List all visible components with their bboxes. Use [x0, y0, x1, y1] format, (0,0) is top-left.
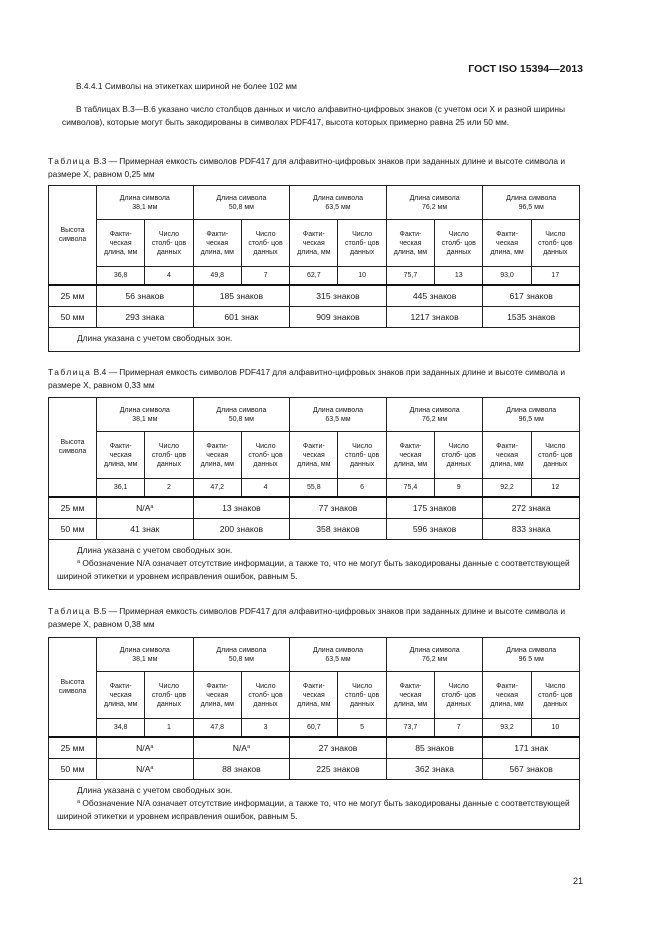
actual-length-value: 47,8 — [193, 719, 241, 738]
table-label: Таблица — [48, 156, 92, 166]
capacity-value: 200 знаков — [219, 523, 264, 534]
actual-length-header: Факти- ческая длина, мм — [193, 220, 241, 267]
length-header — [193, 398, 290, 432]
table-label: Таблица — [48, 606, 92, 616]
length-title: Длина символа — [216, 406, 267, 414]
length-value: 63,5 мм — [325, 415, 351, 423]
data-columns-header: Число столб- цов данных — [145, 432, 193, 479]
actual-length-value: 93,0 — [483, 267, 531, 286]
height-value: 25 мм — [49, 497, 97, 519]
table-note — [49, 328, 580, 352]
capacity-cell — [483, 759, 580, 780]
data-columns-header: Число столб- цов данных — [241, 672, 289, 719]
length-value: 63,5 мм — [325, 655, 351, 663]
table-row — [49, 307, 580, 328]
height-value: 50 мм — [49, 307, 97, 328]
length-title: Длина символа — [216, 194, 267, 202]
actual-length-header: Факти- ческая длина, мм — [483, 672, 531, 719]
capacity-value: 445 знаков — [412, 290, 457, 301]
footnote-text: Обозначение N/A означает отсутствие информации, а также то, что не могут быть закодированы данные с соответствующей шириной этикетки и уровнем исправления ошибок, равным 5. — [57, 558, 570, 581]
length-value: 50,8 мм — [228, 655, 254, 663]
table-row — [49, 759, 580, 780]
footnote-mark: a — [77, 559, 81, 565]
data-columns-value: 7 — [241, 267, 289, 286]
actual-length-value: 36,1 — [97, 479, 145, 498]
actual-length-header: Факти- ческая длина, мм — [483, 220, 531, 267]
length-header — [386, 638, 483, 672]
data-columns-header: Число столб- цов данных — [531, 672, 579, 719]
data-columns-value: 7 — [435, 719, 483, 738]
data-columns-header: Число столб- цов данных — [531, 432, 579, 479]
capacity-value: 175 знаков — [412, 502, 457, 513]
length-header — [386, 398, 483, 432]
data-columns-header: Число столб- цов данных — [145, 220, 193, 267]
capacity-value: 272 знака — [511, 502, 551, 513]
capacity-cell — [386, 519, 483, 540]
capacity-value: 88 знаков — [222, 763, 261, 774]
capacity-cell — [386, 285, 483, 307]
capacity-value: 171 знак — [514, 742, 549, 753]
data-columns-header: Число столб- цов данных — [435, 220, 483, 267]
height-value: 50 мм — [49, 519, 97, 540]
height-value: 50 мм — [49, 759, 97, 780]
length-title: Длина символа — [312, 406, 363, 414]
height-header: Высота символа — [49, 638, 97, 738]
data-columns-value: 1 — [145, 719, 193, 738]
actual-length-value: 75,7 — [386, 267, 434, 286]
capacity-value: 909 знаков — [316, 311, 360, 322]
length-title: Длина символа — [312, 646, 363, 654]
table-b4 — [48, 397, 580, 590]
length-title: Длина символа — [312, 194, 363, 202]
capacity-value: 596 знаков — [412, 523, 457, 534]
length-value: 96,5 мм — [518, 415, 544, 423]
actual-length-value: 34,8 — [97, 719, 145, 738]
data-columns-value: 4 — [241, 479, 289, 498]
capacity-value: 315 знаков — [316, 290, 360, 301]
length-value: 76,2 мм — [421, 655, 448, 663]
capacity-value: 13 знаков — [222, 502, 261, 513]
length-header — [290, 638, 387, 672]
data-columns-value: 2 — [145, 479, 193, 498]
capacity-cell — [386, 759, 483, 780]
capacity-value: 362 знака — [415, 763, 455, 774]
length-value: 38,1 мм — [132, 415, 158, 423]
capacity-value: 567 знаков — [509, 763, 553, 774]
capacity-value: 601 знак — [224, 311, 259, 322]
data-columns-header: Число столб- цов данных — [338, 220, 386, 267]
data-columns-header: Число столб- цов данных — [338, 672, 386, 719]
capacity-value: N/A — [136, 763, 151, 774]
height-value: 25 мм — [49, 737, 97, 759]
data-columns-value: 9 — [435, 479, 483, 498]
footnote-text: Обозначение N/A означает отсутствие информации, а также то, что не могут быть закодированы данные с соответствующей шириной этикетки и уровнем исправления ошибок, равным 5. — [57, 798, 570, 821]
capacity-cell — [290, 285, 387, 307]
length-header — [97, 398, 194, 432]
actual-length-header: Факти- ческая длина, мм — [290, 220, 338, 267]
note-text: Длина указана с учетом свободных зон. — [77, 333, 233, 343]
capacity-cell — [193, 285, 290, 307]
page-number: 21 — [572, 876, 583, 886]
capacity-value: 1217 знаков — [410, 311, 459, 322]
table-b4-caption — [48, 366, 586, 392]
note-text: Длина указана с учетом свободных зон. — [77, 545, 233, 555]
data-columns-header: Число столб- цов данных — [145, 672, 193, 719]
table-caption-text: В.4 — Примерная емкость символов PDF417 для алфавитно-цифровых знаков при заданных длине и высоте символа и размере X, равном 0,33 мм — [48, 367, 566, 390]
data-columns-header: Число столб- цов данных — [435, 432, 483, 479]
footnote-ref: a — [150, 743, 154, 750]
length-title: Длина символа — [506, 194, 557, 202]
data-columns-value: 10 — [338, 267, 386, 286]
actual-length-value: 60,7 — [290, 719, 338, 738]
capacity-cell — [193, 307, 290, 328]
note-text: Длина указана с учетом свободных зон. — [77, 785, 233, 795]
capacity-value: 358 знаков — [316, 523, 360, 534]
capacity-cell — [483, 285, 580, 307]
actual-length-header: Факти- ческая длина, мм — [97, 672, 145, 719]
actual-length-header: Факти- ческая длина, мм — [386, 672, 434, 719]
length-value: 96 5 мм — [518, 655, 544, 663]
capacity-cell — [97, 759, 194, 780]
length-title: Длина символа — [506, 646, 557, 654]
footnote — [57, 797, 571, 823]
length-title: Длина символа — [409, 194, 460, 202]
capacity-cell — [386, 307, 483, 328]
length-header — [290, 186, 387, 220]
actual-length-header: Факти- ческая длина, мм — [386, 432, 434, 479]
length-title: Длина символа — [409, 646, 460, 654]
capacity-value: 85 знаков — [415, 742, 454, 753]
capacity-value: 225 знаков — [316, 763, 360, 774]
footnote-ref: a — [247, 743, 251, 750]
capacity-value: 185 знаков — [219, 290, 264, 301]
capacity-cell — [193, 759, 290, 780]
actual-length-header: Факти- ческая длина, мм — [290, 432, 338, 479]
length-header — [193, 638, 290, 672]
table-b5-caption — [48, 605, 586, 631]
actual-length-value: 55,8 — [290, 479, 338, 498]
capacity-value: 293 знака — [125, 311, 165, 322]
actual-length-value: 75,4 — [386, 479, 434, 498]
length-value: 76,2 мм — [421, 203, 448, 211]
capacity-cell — [386, 497, 483, 519]
actual-length-value: 36,8 — [97, 267, 145, 286]
capacity-cell — [290, 519, 387, 540]
length-header — [483, 398, 580, 432]
length-header — [193, 186, 290, 220]
capacity-value: N/A — [136, 502, 151, 513]
capacity-value: 56 знаков — [125, 290, 165, 301]
actual-length-header: Факти- ческая длина, мм — [290, 672, 338, 719]
actual-length-header: Факти- ческая длина, мм — [97, 432, 145, 479]
footnote-ref: a — [150, 503, 154, 510]
actual-length-value: 92,2 — [483, 479, 531, 498]
length-header — [97, 638, 194, 672]
data-columns-value: 4 — [145, 267, 193, 286]
table-row — [49, 737, 580, 759]
length-title: Длина символа — [119, 194, 170, 202]
actual-length-value: 93,2 — [483, 719, 531, 738]
capacity-cell — [290, 497, 387, 519]
table-row — [49, 497, 580, 519]
data-columns-header: Число столб- цов данных — [241, 220, 289, 267]
capacity-cell — [483, 737, 580, 759]
table-row — [49, 519, 580, 540]
capacity-cell — [193, 737, 290, 759]
actual-length-value: 49,8 — [193, 267, 241, 286]
height-header: Высота символа — [49, 398, 97, 498]
actual-length-value: 62,7 — [290, 267, 338, 286]
intro-paragraph: В таблицах В.3—В.6 указано число столбцов данных и число алфавитно-цифровых знаков (с учетом оси X и разной ширины символов), которые могут быть закодированы в символах PDF417, высота которых примерно равна 25 или 50 мм. — [62, 104, 566, 127]
length-value: 38,1 мм — [132, 203, 158, 211]
capacity-cell — [97, 285, 194, 307]
length-value: 38,1 мм — [132, 655, 158, 663]
data-columns-header: Число столб- цов данных — [338, 432, 386, 479]
table-b5 — [48, 637, 580, 830]
height-value: 25 мм — [49, 285, 97, 307]
table-note — [49, 540, 580, 590]
length-title: Длина символа — [119, 406, 170, 414]
capacity-value: N/A — [136, 742, 151, 753]
capacity-cell — [483, 307, 580, 328]
actual-length-header: Факти- ческая длина, мм — [193, 432, 241, 479]
capacity-cell — [193, 519, 290, 540]
length-header — [290, 398, 387, 432]
length-value: 50,8 мм — [228, 203, 254, 211]
actual-length-header: Факти- ческая длина, мм — [483, 432, 531, 479]
table-note — [49, 780, 580, 830]
actual-length-value: 73,7 — [386, 719, 434, 738]
data-columns-value: 12 — [531, 479, 579, 498]
capacity-value: N/A — [232, 742, 248, 753]
actual-length-header: Факти- ческая длина, мм — [97, 220, 145, 267]
table-b3-caption — [48, 155, 586, 181]
capacity-cell — [290, 737, 387, 759]
data-columns-value: 3 — [241, 719, 289, 738]
capacity-cell — [97, 737, 194, 759]
capacity-value: 27 знаков — [318, 742, 358, 753]
capacity-cell — [483, 519, 580, 540]
actual-length-header: Факти- ческая длина, мм — [386, 220, 434, 267]
table-caption-text: В.3 — Примерная емкость символов PDF417 для алфавитно-цифровых знаков при заданных длине и высоте символа и размере X, равном 0,25 мм — [48, 156, 566, 179]
length-value: 63,5 мм — [325, 203, 351, 211]
length-title: Длина символа — [119, 646, 170, 654]
capacity-value: 833 знака — [511, 523, 551, 534]
standard-designation: ГОСТ ISO 15394—2013 — [468, 63, 583, 75]
actual-length-header: Факти- ческая длина, мм — [193, 672, 241, 719]
length-title: Длина символа — [216, 646, 267, 654]
length-title: Длина символа — [409, 406, 460, 414]
capacity-value: 1535 знаков — [507, 311, 556, 322]
data-columns-value: 10 — [531, 719, 579, 738]
capacity-cell — [386, 737, 483, 759]
data-columns-value: 17 — [531, 267, 579, 286]
length-value: 76,2 мм — [421, 415, 448, 423]
data-columns-header: Число столб- цов данных — [531, 220, 579, 267]
length-value: 50,8 мм — [228, 415, 254, 423]
data-columns-value: 6 — [338, 479, 386, 498]
length-header — [483, 638, 580, 672]
capacity-cell — [97, 497, 194, 519]
table-row — [49, 285, 580, 307]
length-header — [97, 186, 194, 220]
length-title: Длина символа — [506, 406, 557, 414]
data-columns-header: Число столб- цов данных — [435, 672, 483, 719]
capacity-cell — [97, 307, 194, 328]
length-value: 96,5 мм — [518, 203, 544, 211]
capacity-cell — [290, 307, 387, 328]
length-header — [386, 186, 483, 220]
data-columns-value: 5 — [338, 719, 386, 738]
footnote — [57, 557, 571, 583]
data-columns-header: Число столб- цов данных — [241, 432, 289, 479]
length-header — [483, 186, 580, 220]
capacity-cell — [193, 497, 290, 519]
capacity-cell — [483, 497, 580, 519]
capacity-value: 617 знаков — [509, 290, 553, 301]
capacity-cell — [97, 519, 194, 540]
data-columns-value: 13 — [435, 267, 483, 286]
footnote-ref: a — [150, 764, 154, 771]
footnote-mark: a — [77, 799, 81, 805]
capacity-value: 77 знаков — [318, 502, 358, 513]
height-header: Высота символа — [49, 186, 97, 286]
section-heading: B.4.4.1 Символы на этикетках шириной не более 102 мм — [76, 81, 297, 91]
table-caption-text: В.5 — Примерная емкость символов PDF417 для алфавитно-цифровых знаков при заданных длине и высоте символа и размере X, равном 0,38 мм — [48, 606, 566, 629]
table-b3 — [48, 185, 580, 352]
capacity-value: 41 знак — [130, 523, 160, 534]
table-label: Таблица — [48, 367, 92, 377]
actual-length-value: 47,2 — [193, 479, 241, 498]
capacity-cell — [290, 759, 387, 780]
